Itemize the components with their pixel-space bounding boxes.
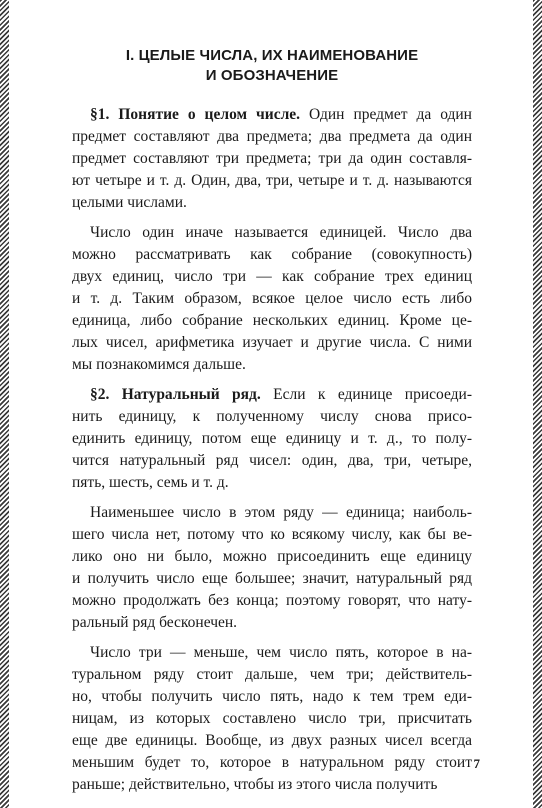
line-text: шего числа нет, потому что ко всякому числу, как бы ве-: [72, 526, 472, 543]
text-line: [72, 524, 472, 546]
line-text: ральный ряд бесконечен.: [72, 614, 238, 631]
line-text: и т. д. Таким образом, всякое целое число есть либо: [72, 290, 472, 307]
text-line: [72, 502, 472, 524]
text-line: [72, 222, 472, 244]
paragraph: [72, 104, 472, 214]
text-line: [72, 428, 472, 450]
line-text: пять, шесть, семь и т. д.: [72, 474, 229, 491]
text-line: [72, 288, 472, 310]
text-line: [72, 708, 472, 730]
line-text: чится натуральный ряд чисел: один, два, три, четыре,: [72, 452, 472, 469]
line-text: Один предмет да один: [300, 106, 472, 123]
text-line: [72, 774, 472, 796]
line-text: меньшим будет то, которое в натуральном ряду стоит: [72, 754, 472, 771]
line-text: и получить число еще большее; значит, натуральный ряд: [72, 570, 472, 587]
page-number: 7: [473, 756, 480, 771]
text-line: [72, 472, 472, 494]
line-text: можно рассматривать как собрание (совокупность): [72, 246, 472, 263]
text-line: [72, 354, 472, 376]
text-line: [72, 568, 472, 590]
text-line: [72, 266, 472, 288]
text-line: [72, 192, 472, 214]
text-line: [72, 406, 472, 428]
text-line: [72, 546, 472, 568]
body-text: [72, 104, 472, 796]
line-text: ют четыре и т. д. Один, два, три, четыре и т. д. называются: [72, 172, 472, 189]
text-line: [72, 590, 472, 612]
line-text: целыми числами.: [72, 194, 187, 211]
text-line: [72, 384, 472, 406]
text-line: [72, 104, 472, 126]
chapter-title-line-1: I. ЦЕЛЫЕ ЧИСЛА, ИХ НАИМЕНОВАНИЕ: [125, 47, 419, 64]
decorative-border-left: [0, 0, 9, 808]
paragraph: [72, 384, 472, 494]
line-text: ницам, из которых составлено число три, присчитать: [72, 710, 472, 727]
text-line: [72, 612, 472, 634]
chapter-title: [72, 46, 472, 86]
line-text: лых чисел, арифметика изучает и другие числа. С ними: [72, 334, 472, 351]
paragraph: [72, 642, 472, 796]
line-text: Число один иначе называется единицей. Число два: [90, 224, 472, 241]
line-text: единить единицу, потом еще единицу и т. д., то полу-: [72, 430, 472, 447]
text-line: [72, 126, 472, 148]
line-text: предмет составляют три предмета; три да один составля-: [72, 150, 472, 167]
text-line: [72, 170, 472, 192]
text-line: [72, 450, 472, 472]
paragraph: [72, 502, 472, 634]
text-line: [72, 664, 472, 686]
paragraph: [72, 222, 472, 376]
section-heading: §2. Натуральный ряд.: [90, 386, 261, 403]
decorative-border-right: [533, 0, 542, 808]
line-text: еще две единицы. Вообще, из двух разных чисел всегда: [72, 732, 472, 749]
line-text: Наименьшее число в этом ряду — единица; наиболь-: [90, 504, 472, 521]
line-text: нить единицу, к полученному числу снова присо-: [72, 408, 472, 425]
line-text: Число три — меньше, чем число пять, которое в на-: [90, 644, 472, 661]
chapter-title-line-2: И ОБОЗНАЧЕНИЕ: [205, 67, 339, 84]
line-text: раньше; действительно, чтобы из этого числа получить: [72, 776, 438, 793]
text-line: [72, 752, 472, 774]
line-text: туральном ряду стоит дальше, чем три; действитель-: [72, 666, 472, 683]
line-text: Если к единице присоеди-: [260, 386, 472, 403]
line-text: мы познакомимся дальше.: [72, 356, 246, 373]
section-heading: §1. Понятие о целом числе.: [90, 106, 301, 123]
book-page: [72, 46, 472, 804]
text-line: [72, 244, 472, 266]
line-text: единица, либо собрание нескольких единиц. Кроме це-: [72, 312, 472, 329]
line-text: можно продолжать без конца; поэтому говорят, что нату-: [72, 592, 472, 609]
line-text: но, чтобы получить число пять, надо к тем трем еди-: [72, 688, 472, 705]
line-text: лико оно ни было, можно присоединить еще единицу: [72, 548, 472, 565]
line-text: предмет составляют два предмета; два предмета да один: [72, 128, 472, 145]
text-line: [72, 332, 472, 354]
text-line: [72, 686, 472, 708]
text-line: [72, 148, 472, 170]
text-line: [72, 642, 472, 664]
text-line: [72, 310, 472, 332]
text-line: [72, 730, 472, 752]
line-text: двух единиц, число три — как собрание трех единиц: [72, 268, 472, 285]
